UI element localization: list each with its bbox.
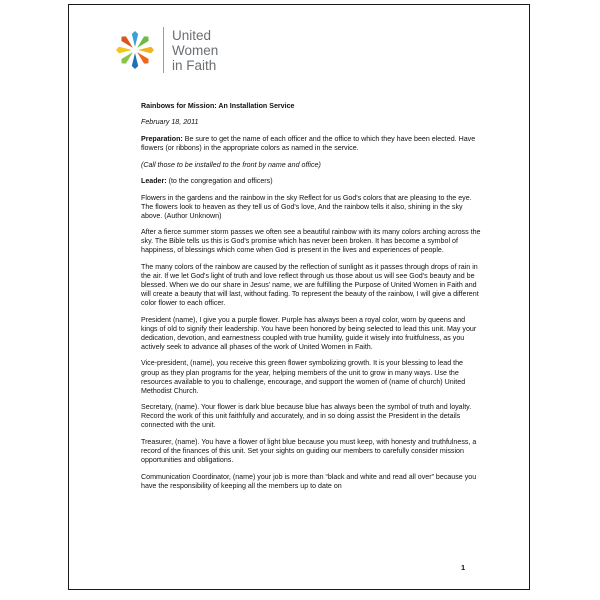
logo-wordmark xyxy=(172,28,218,73)
preparation-label: Preparation: xyxy=(141,134,183,143)
body-paragraph-secretary: Secretary, (name). Your flower is dark blue because blue has always been the symbol of truth and loyalty. Record the work of this unit faithfully and accurately, and in so doing assist the President in the details connected with the unit. xyxy=(141,403,472,430)
preparation-paragraph xyxy=(141,135,481,153)
logo-petal xyxy=(132,31,138,47)
flame-petal-cross-icon xyxy=(115,30,155,70)
document-date: February 18, 2011 xyxy=(141,118,199,127)
body-paragraph-president: President (name), I give you a purple flower. Purple has always been a royal color, worn by queens and kings of old to signify their leadership. You have been honored by being selected to lead this unit. May your dedication, devotion, and earnestness coupled with true humility, guide it wisely into fruitfulness, as you actively seek to advance all phases of the work of United Women in Faith. xyxy=(141,315,477,351)
body-paragraph-poem: Flowers in the gardens and the rainbow in the sky Reflect for us God's colors that are pleasing to the eye. The flowers look to heaven as they tell us of God's love, And the rainbow tells it also, shining in the sky above. (Author Unknown) xyxy=(141,193,472,220)
document-title: Rainbows for Mission: An Installation Service xyxy=(141,102,295,110)
organization-logo xyxy=(115,27,218,73)
leader-text: (to the congregation and officers) xyxy=(166,177,273,186)
page-number: 1 xyxy=(461,563,466,572)
logo-petal xyxy=(138,47,154,53)
preparation-text: Be sure to get the name of each officer and the office to which they have been elected. Have flowers (or ribbons) in the appropriate colors as named in the service. xyxy=(141,134,476,153)
logo-petal xyxy=(132,53,138,69)
body-paragraph-colors: The many colors of the rainbow are caused by the reflection of sunlight as it passes through drops of rain in the air. If we let God's light of truth and love reflect through us those about us will see God's beauty and be blessed. When we do our share in Jesus' name, we are fulfilling the Purpose of United Women in Faith and will create a beauty that will last, without fading. To represent the beauty of the rainbow, I will give a different color flower to each officer. xyxy=(141,262,479,308)
body-paragraph-treasurer: Treasurer, (name). You have a flower of light blue because you must keep, with honesty and truthfulness, a record of the finances of this unit. Set your sights on guiding our members to carefully consider mission opportunities and obligations. xyxy=(141,437,477,465)
body-paragraph-vice-president: Vice-president, (name), you receive this green flower symbolizing growth. It is your blessing to lead the group as they plan programs for the year, helping members of the unit to grow in many ways. Use the resources available to you to challenge, encourage, and support the women of (name of church) United Methodist Church. xyxy=(141,359,466,395)
body-paragraph-communication: Communication Coordinator, (name) your job is more than “black and white and read all over” because you have the responsibility of keeping all the members up to date on xyxy=(141,472,477,490)
document-body xyxy=(141,102,481,498)
document-page xyxy=(68,4,530,590)
body-paragraph-storm: After a fierce summer storm passes we often see a beautiful rainbow with its many colors arching across the sky. The Bible tells us this is God's promise which has never been broken. It has become a symbol of happiness, of blessings which come when God is present in the lives and experiences of people. xyxy=(141,228,481,255)
leader-label: Leader: xyxy=(141,177,167,186)
leader-paragraph xyxy=(141,177,481,186)
logo-divider xyxy=(163,27,164,73)
logo-line-3: in Faith xyxy=(172,57,217,73)
logo-line-2: Women xyxy=(172,42,219,58)
logo-petal xyxy=(116,47,132,53)
call-note: (Call those to be installed to the front by name and office) xyxy=(141,160,321,169)
logo-line-1: United xyxy=(172,27,212,43)
